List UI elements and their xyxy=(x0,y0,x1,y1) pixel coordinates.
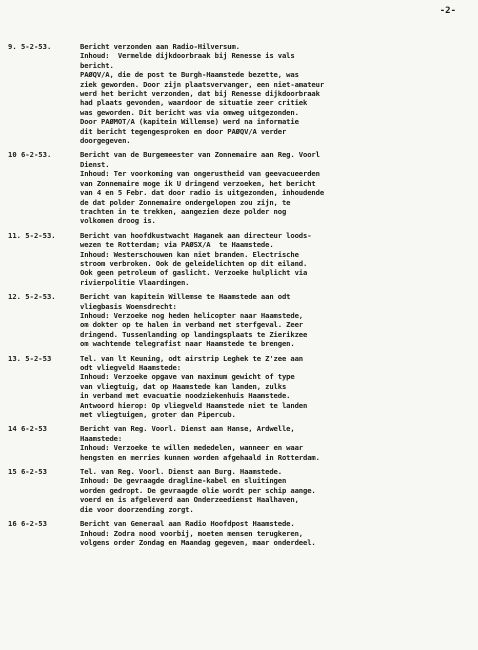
entry-body xyxy=(80,150,470,225)
page-number: -2- xyxy=(439,6,456,16)
entry-line: dit bericht tegengesproken en door PAØQV/A verder xyxy=(80,126,287,136)
entry-line: worden gedropt. De gevraagde olie wordt per schip aange. xyxy=(80,485,316,495)
entries-list xyxy=(8,42,470,552)
entry-body xyxy=(80,424,470,462)
entry-line: odt vliegveld Haamstede: xyxy=(80,363,181,372)
entry-line: werd het bericht verzonden, dat bij Renesse dijkdoorbraak xyxy=(80,89,320,99)
entry-line: van 4 en 5 Febr. dat door radio is uitgezonden, inhoudende xyxy=(80,188,325,198)
entry-line: Bericht van hoofdkustwacht Haganek aan directeur loods- xyxy=(80,230,312,240)
entry-line: voerd en is afgeleverd aan Onderzeedienst Haalhaven, xyxy=(80,495,299,505)
entry-number: 12. 5-2-53. xyxy=(8,292,56,302)
entry-line: bericht. xyxy=(80,60,114,70)
entry-line: Inhoud: Zodra nood voorbij, moeten mensen terugkeren, xyxy=(80,528,303,538)
entry-15 xyxy=(8,467,470,514)
entry-line: was geworden. Dit bericht was via omweg uitgezonden. xyxy=(80,107,299,117)
entry-number: 13. 5-2-53 xyxy=(8,353,52,363)
entry-line: volgens order Zondag en Maandag gegeven, maar onderdeel. xyxy=(80,537,316,547)
entry-line: Bericht van de Burgemeester van Zonnemaire aan Reg. Voorl xyxy=(80,150,320,160)
entry-line: Door PAØMOT/A (kapitein Willemse) werd na informatie xyxy=(80,117,299,127)
entry-line: Haamstede: xyxy=(80,433,123,443)
entry-line: stroom verbroken. Ook de geleidelichten op dit eiland. xyxy=(80,258,308,268)
entry-line: Inhoud: Verzoeke opgave van maximum gewicht of type xyxy=(80,372,295,382)
entry-body xyxy=(80,42,470,145)
entry-13 xyxy=(8,354,470,420)
entry-line: dringend. Tussenlanding op landingsplaats te Zierikzee xyxy=(80,329,308,339)
entry-line: Bericht van Reg. Voorl. Dienst aan Hanse, Ardwelle, xyxy=(80,424,295,434)
entry-body xyxy=(80,467,470,514)
entry-line: Antwoord hierop: Op vliegveld Haamstede niet te landen xyxy=(80,400,308,410)
entry-line: de dat polder Zonnemaire ondergelopen zou zijn, te xyxy=(80,197,291,207)
entry-line: ziek geworden. Door zijn plaatsvervanger, een niet-amateur xyxy=(80,79,325,89)
entry-line: doorgegeven. xyxy=(80,136,131,146)
entry-number: 11. 5-2-53. xyxy=(8,230,56,240)
entry-line: Ook geen petroleum of gaslicht. Verzoeke hulplicht via xyxy=(80,268,308,278)
entry-line: die voor doorzending zorgt. xyxy=(80,504,194,514)
entry-line: Tel. van Reg. Voorl. Dienst aan Burg. Haamstede. xyxy=(80,467,282,477)
entry-body xyxy=(80,354,470,420)
entry-line: vliegbasis Woensdrecht: xyxy=(80,301,177,311)
entry-line: Bericht verzonden aan Radio-Hilversum. xyxy=(80,42,240,51)
entry-line: Inhoud: Vermelde dijkdoorbraak bij Renesse is vals xyxy=(80,51,295,61)
entry-line: Inhoud: Ter voorkoming van ongerustheid van geevacueerden xyxy=(80,169,320,179)
entry-14 xyxy=(8,424,470,462)
entry-line: trachten in te trekken, aangezien deze polder nog xyxy=(80,206,287,216)
entry-10 xyxy=(8,150,470,225)
entry-9 xyxy=(8,42,470,145)
entry-line: volkomen droog is. xyxy=(80,216,156,226)
entry-body xyxy=(80,519,470,547)
entry-body xyxy=(80,292,470,348)
entry-line: Inhoud: De gevraagde dragline-kabel en sluitingen xyxy=(80,476,287,486)
entry-line: Tel. van lt Keuning, odt airstrip Leghek te Z'zee aan xyxy=(80,353,303,363)
entry-line: Bericht van Generaal aan Radio Hoofdpost Haamstede. xyxy=(80,519,295,529)
entry-line: Bericht van kapitein Willemse te Haamstede aan odt xyxy=(80,292,291,302)
entry-line: om wachtende telegrafist naar Haamstede te brengen. xyxy=(80,339,295,349)
entry-number: 10 6-2-53. xyxy=(8,150,52,160)
entry-11 xyxy=(8,231,470,287)
entry-line: Inhoud: Verzoeke te willen mededelen, wanneer en waar xyxy=(80,443,303,453)
entry-number: 15 6-2-53 xyxy=(8,467,47,477)
entry-line: PAØQV/A, die de post te Burgh-Haamstede bezette, was xyxy=(80,70,299,80)
entry-16 xyxy=(8,519,470,547)
entry-line: in verband met evacuatie noodziekenhuis Haamstede. xyxy=(80,391,291,401)
entry-line: om dokter op te halen in verband met sterfgeval. Zeer xyxy=(80,320,303,330)
entry-line: had plaats gevonden, waardoor de situatie zeer critiek xyxy=(80,98,308,108)
entry-12 xyxy=(8,292,470,348)
entry-body xyxy=(80,231,470,287)
entry-line: Inhoud: Verzoeke nog heden helicopter naar Haamstede, xyxy=(80,310,303,320)
entry-line: met vliegtuigen, groter dan Pipercub. xyxy=(80,410,236,420)
entry-line: hengsten en merries kunnen worden afgehaald in Rotterdam. xyxy=(80,452,320,462)
entry-line: van Zonnemaire moge ik U dringend verzoeken, het bericht xyxy=(80,178,316,188)
entry-number: 14 6-2-53 xyxy=(8,424,47,434)
entry-line: Dienst. xyxy=(80,159,110,169)
entry-line: van vliegtuig, dat op Haamstede kan landen, zulks xyxy=(80,381,287,391)
entry-line: rivierpolitie Vlaardingen. xyxy=(80,277,190,287)
entry-line: wezen te Rotterdam; via PAØSX/A te Haamstede. xyxy=(80,240,274,250)
entry-number: 16 6-2-53 xyxy=(8,519,47,529)
entry-line: Inhoud: Westerschouwen kan niet branden. Electrische xyxy=(80,249,299,259)
entry-number: 9. 5-2-53. xyxy=(8,42,52,51)
